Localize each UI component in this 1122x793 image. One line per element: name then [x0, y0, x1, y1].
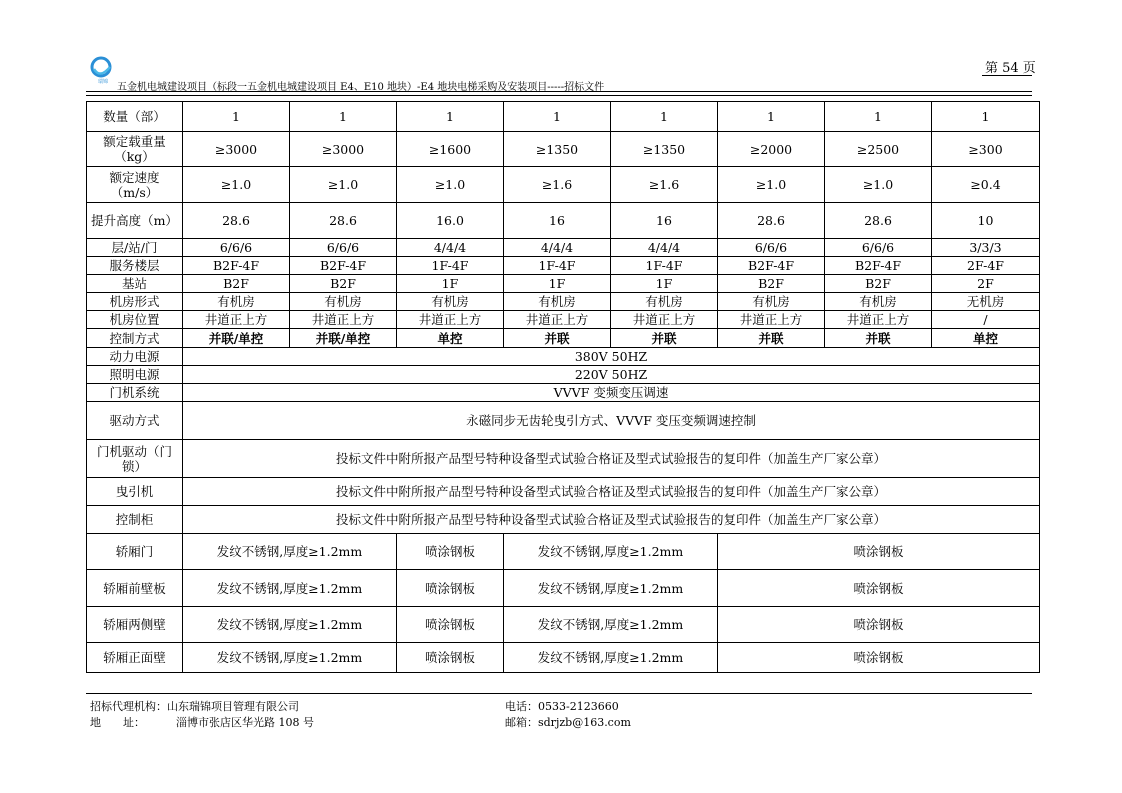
- email-label: 邮箱：: [505, 716, 538, 729]
- table-cell: 10: [932, 203, 1040, 239]
- row-label: 服务楼层: [87, 257, 183, 275]
- car-material-cell: 喷涂钢板: [718, 570, 1040, 607]
- footer-divider: [86, 693, 1032, 694]
- row-label: 层/站/门: [87, 239, 183, 257]
- table-cell: 并联/单控: [183, 329, 290, 348]
- table-cell: 1F: [611, 275, 718, 293]
- table-cell: ≥1600: [397, 132, 504, 167]
- car-material-cell: 发纹不锈钢,厚度≥1.2mm: [504, 570, 718, 607]
- table-row: [87, 607, 1040, 643]
- table-cell: 28.6: [718, 203, 825, 239]
- table-cell: 1: [825, 102, 932, 132]
- table-cell: /: [932, 311, 1040, 329]
- table-cell: 4/4/4: [504, 239, 611, 257]
- table-cell: 井道正上方: [504, 311, 611, 329]
- table-cell: 2F-4F: [932, 257, 1040, 275]
- row-label: 额定载重量（kg）: [87, 132, 183, 167]
- table-cell: ≥1350: [611, 132, 718, 167]
- table-row: [87, 384, 1040, 402]
- table-cell: 1: [397, 102, 504, 132]
- table-row: [87, 348, 1040, 366]
- table-cell: 并联: [718, 329, 825, 348]
- table-cell: 1: [718, 102, 825, 132]
- table-cell: 井道正上方: [718, 311, 825, 329]
- row-label: 基站: [87, 275, 183, 293]
- car-material-cell: 喷涂钢板: [397, 534, 504, 570]
- agency-label: 招标代理机构：: [90, 700, 167, 713]
- car-material-cell: 喷涂钢板: [718, 643, 1040, 673]
- table-row: [87, 506, 1040, 534]
- table-cell: 无机房: [932, 293, 1040, 311]
- car-material-cell: 发纹不锈钢,厚度≥1.2mm: [504, 607, 718, 643]
- table-cell: ≥1.6: [611, 167, 718, 203]
- table-cell: 有机房: [397, 293, 504, 311]
- car-material-cell: 发纹不锈钢,厚度≥1.2mm: [504, 534, 718, 570]
- table-row: [87, 570, 1040, 607]
- table-cell: ≥3000: [290, 132, 397, 167]
- row-label: 机房形式: [87, 293, 183, 311]
- row-label: 门机驱动（门锁）: [87, 440, 183, 478]
- table-cell: 4/4/4: [397, 239, 504, 257]
- logo-text: 瑞锦: [97, 79, 109, 85]
- row-label: 照明电源: [87, 366, 183, 384]
- table-cell: ≥3000: [183, 132, 290, 167]
- table-cell: B2F-4F: [825, 257, 932, 275]
- car-material-cell: 发纹不锈钢,厚度≥1.2mm: [183, 643, 397, 673]
- table-cell: 并联: [825, 329, 932, 348]
- car-material-cell: 喷涂钢板: [397, 643, 504, 673]
- table-cell: 28.6: [183, 203, 290, 239]
- table-row: [87, 440, 1040, 478]
- car-material-cell: 发纹不锈钢,厚度≥1.2mm: [504, 643, 718, 673]
- table-cell: 有机房: [611, 293, 718, 311]
- table-cell: 井道正上方: [290, 311, 397, 329]
- table-cell: 1: [611, 102, 718, 132]
- merged-cell: 投标文件中附所报产品型号特种设备型式试验合格证及型式试验报告的复印件（加盖生产厂家公章）: [183, 506, 1040, 534]
- table-cell: 1: [932, 102, 1040, 132]
- table-cell: ≥1350: [504, 132, 611, 167]
- table-cell: B2F: [183, 275, 290, 293]
- table-cell: 井道正上方: [397, 311, 504, 329]
- elevator-spec-table: [86, 101, 1040, 673]
- footer-agency: [90, 698, 299, 714]
- merged-cell: 投标文件中附所报产品型号特种设备型式试验合格证及型式试验报告的复印件（加盖生产厂家公章）: [183, 478, 1040, 506]
- table-row: [87, 478, 1040, 506]
- table-cell: 2F: [932, 275, 1040, 293]
- table-cell: ≥1.0: [183, 167, 290, 203]
- table-cell: B2F-4F: [718, 257, 825, 275]
- table-cell: 6/6/6: [183, 239, 290, 257]
- table-cell: 1F-4F: [611, 257, 718, 275]
- table-cell: 6/6/6: [718, 239, 825, 257]
- table-cell: 并联: [611, 329, 718, 348]
- row-label: 控制柜: [87, 506, 183, 534]
- row-label: 机房位置: [87, 311, 183, 329]
- row-label: 门机系统: [87, 384, 183, 402]
- table-cell: 28.6: [825, 203, 932, 239]
- table-row: [87, 132, 1040, 167]
- table-cell: 4/4/4: [611, 239, 718, 257]
- table-cell: 28.6: [290, 203, 397, 239]
- company-logo-icon: [88, 55, 118, 85]
- address-value: 淄博市张店区华光路 108 号: [176, 716, 314, 729]
- row-label: 轿厢正面壁: [87, 643, 183, 673]
- agency-name: 山东瑞锦项目管理有限公司: [167, 700, 299, 713]
- page-number: 第 54 页: [985, 61, 1036, 76]
- table-row: [87, 643, 1040, 673]
- table-cell: 1: [183, 102, 290, 132]
- phone-label: 电话：: [505, 700, 538, 713]
- table-cell: B2F: [290, 275, 397, 293]
- address-label: 地 址：: [90, 716, 145, 729]
- table-cell: 1F: [397, 275, 504, 293]
- table-cell: 16.0: [397, 203, 504, 239]
- table-row: [87, 366, 1040, 384]
- row-label: 数量（部）: [87, 102, 183, 132]
- table-cell: ≥1.0: [397, 167, 504, 203]
- table-cell: ≥1.6: [504, 167, 611, 203]
- table-cell: 1F: [504, 275, 611, 293]
- table-row: [87, 102, 1040, 132]
- row-label: 提升高度（m）: [87, 203, 183, 239]
- table-cell: 单控: [397, 329, 504, 348]
- row-label: 额定速度（m/s）: [87, 167, 183, 203]
- table-cell: ≥1.0: [290, 167, 397, 203]
- footer-address: [90, 714, 314, 730]
- table-cell: 1: [504, 102, 611, 132]
- table-row: [87, 257, 1040, 275]
- table-cell: 井道正上方: [825, 311, 932, 329]
- email-value: sdrjzb@163.com: [538, 716, 631, 729]
- car-material-cell: 喷涂钢板: [397, 607, 504, 643]
- row-label: 轿厢两侧壁: [87, 607, 183, 643]
- table-cell: 1F-4F: [397, 257, 504, 275]
- car-material-cell: 喷涂钢板: [718, 607, 1040, 643]
- table-cell: 有机房: [504, 293, 611, 311]
- table-row: [87, 239, 1040, 257]
- row-label: 驱动方式: [87, 402, 183, 440]
- table-row: [87, 293, 1040, 311]
- table-row: [87, 275, 1040, 293]
- table-cell: 并联: [504, 329, 611, 348]
- table-cell: 有机房: [825, 293, 932, 311]
- merged-cell: 380V 50HZ: [183, 348, 1040, 366]
- table-cell: 有机房: [718, 293, 825, 311]
- table-row: [87, 203, 1040, 239]
- table-cell: B2F-4F: [290, 257, 397, 275]
- table-row: [87, 402, 1040, 440]
- table-cell: 16: [611, 203, 718, 239]
- car-material-cell: 喷涂钢板: [397, 570, 504, 607]
- phone-value: 0533-2123660: [538, 700, 619, 713]
- table-cell: B2F: [718, 275, 825, 293]
- table-row: [87, 167, 1040, 203]
- row-label: 动力电源: [87, 348, 183, 366]
- table-cell: 1: [290, 102, 397, 132]
- table-row: [87, 534, 1040, 570]
- merged-cell: 永磁同步无齿轮曳引方式、VVVF 变压变频调速控制: [183, 402, 1040, 440]
- car-material-cell: 喷涂钢板: [718, 534, 1040, 570]
- car-material-cell: 发纹不锈钢,厚度≥1.2mm: [183, 607, 397, 643]
- car-material-cell: 发纹不锈钢,厚度≥1.2mm: [183, 534, 397, 570]
- table-cell: ≥2500: [825, 132, 932, 167]
- page-number-rule: [982, 75, 1032, 76]
- merged-cell: 投标文件中附所报产品型号特种设备型式试验合格证及型式试验报告的复印件（加盖生产厂家公章）: [183, 440, 1040, 478]
- footer-phone: [505, 698, 619, 714]
- table-cell: 单控: [932, 329, 1040, 348]
- table-cell: 6/6/6: [825, 239, 932, 257]
- merged-cell: 220V 50HZ: [183, 366, 1040, 384]
- header-divider: [86, 91, 1032, 92]
- table-cell: 1F-4F: [504, 257, 611, 275]
- table-cell: ≥0.4: [932, 167, 1040, 203]
- table-cell: ≥1.0: [825, 167, 932, 203]
- table-row: [87, 311, 1040, 329]
- table-cell: 3/3/3: [932, 239, 1040, 257]
- footer-email: [505, 714, 631, 730]
- table-cell: ≥300: [932, 132, 1040, 167]
- table-cell: ≥2000: [718, 132, 825, 167]
- row-label: 轿厢前壁板: [87, 570, 183, 607]
- table-cell: B2F-4F: [183, 257, 290, 275]
- merged-cell: VVVF 变频变压调速: [183, 384, 1040, 402]
- table-cell: 并联/单控: [290, 329, 397, 348]
- table-cell: 16: [504, 203, 611, 239]
- row-label: 轿厢门: [87, 534, 183, 570]
- table-cell: 6/6/6: [290, 239, 397, 257]
- table-row: [87, 329, 1040, 348]
- header-divider-thin: [86, 95, 1032, 96]
- row-label: 控制方式: [87, 329, 183, 348]
- table-cell: 有机房: [183, 293, 290, 311]
- table-cell: ≥1.0: [718, 167, 825, 203]
- document-title: 五金机电城建设项目（标段一五金机电城建设项目 E4、E10 地块）-E4 地块电梯采购及安装项目-----招标文件: [117, 82, 605, 93]
- car-material-cell: 发纹不锈钢,厚度≥1.2mm: [183, 570, 397, 607]
- table-cell: 井道正上方: [183, 311, 290, 329]
- table-cell: B2F: [825, 275, 932, 293]
- row-label: 曳引机: [87, 478, 183, 506]
- table-cell: 井道正上方: [611, 311, 718, 329]
- table-cell: 有机房: [290, 293, 397, 311]
